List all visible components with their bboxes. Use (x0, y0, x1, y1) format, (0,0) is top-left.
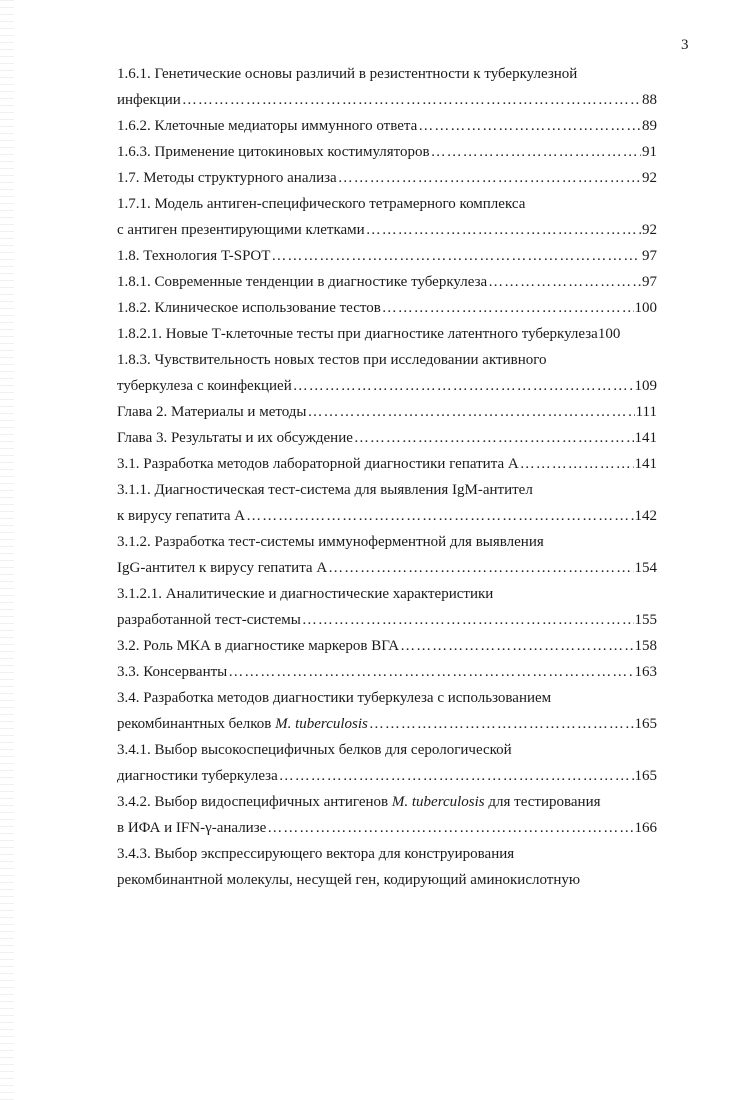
toc-entry-title: Глава 3. Результаты и их обсуждение (117, 430, 353, 446)
dot-leader (328, 555, 633, 581)
toc-entry (117, 763, 657, 789)
toc-entry (117, 113, 657, 139)
dot-leader (418, 113, 641, 139)
toc-entry-title: 1.8.3. Чувствительность новых тестов при исследовании активного (117, 352, 547, 368)
toc-entry (117, 347, 677, 373)
toc-entry (117, 711, 657, 737)
toc-entry-title: в ИФА и IFN-γ-анализе (117, 820, 267, 836)
dot-leader (267, 815, 633, 841)
toc-entry-title-species: M. tuberculosis (275, 716, 368, 732)
dot-leader (354, 425, 634, 451)
toc-page-number: 88 (642, 92, 657, 108)
dot-leader (246, 503, 633, 529)
toc-entry (117, 867, 677, 893)
toc-entry (117, 529, 677, 555)
toc-entry (117, 217, 657, 243)
dot-leader (182, 87, 641, 113)
toc-page-number: 91 (642, 144, 657, 160)
toc-entry (117, 581, 677, 607)
toc-entry-title: к вирусу гепатита А (117, 508, 246, 524)
scan-edge-noise (0, 0, 14, 1100)
toc-page-number: 158 (634, 638, 657, 654)
toc-entry (117, 61, 677, 87)
toc-entry (117, 659, 657, 685)
toc-entry-title: туберкулеза с коинфекцией (117, 378, 292, 394)
toc-page-number: 141 (634, 456, 657, 472)
toc-entry-title: IgG-антител к вирусу гепатита А (117, 560, 328, 576)
dot-leader (279, 763, 634, 789)
dot-leader (302, 607, 634, 633)
toc-entry (117, 373, 657, 399)
toc-entry-title: 1.8.2.1. Новые Т-клеточные тесты при диагностике латентного туберкулеза (117, 326, 598, 342)
toc-entry (117, 503, 657, 529)
toc-entry-title: 3.4.1. Выбор высокоспецифичных белков для серологической (117, 742, 512, 758)
toc-entry-title (117, 711, 368, 737)
toc-entry (117, 321, 657, 347)
toc-entry-title: 3.1.2. Разработка тест-системы иммуноферментной для выявления (117, 534, 544, 550)
dot-leader (520, 451, 634, 477)
toc-entry (117, 295, 657, 321)
toc-entry-title: 1.7. Методы структурного анализа (117, 170, 337, 186)
dot-leader (271, 243, 641, 269)
toc-entry (117, 243, 657, 269)
toc-page-number: 92 (642, 170, 657, 186)
toc-entry-title: 1.7.1. Модель антиген-специфического тетрамерного комплекса (117, 196, 526, 212)
toc-entry-title: Глава 2. Материалы и методы (117, 404, 307, 420)
toc-entry (117, 269, 657, 295)
toc-entry (117, 399, 657, 425)
toc-entry-title: 1.8. Технология T-SPOT (117, 248, 271, 264)
toc-entry (117, 633, 657, 659)
toc-entry-title: 1.6.3. Применение цитокиновых костимуляторов (117, 144, 430, 160)
toc-page-number: 165 (634, 768, 657, 784)
toc-entry (117, 87, 657, 113)
dot-leader (382, 295, 634, 321)
toc-entry-title: 3.1.2.1. Аналитические и диагностические характеристики (117, 586, 494, 602)
toc-entry (117, 165, 657, 191)
dot-leader (488, 269, 641, 295)
toc-entry (117, 815, 657, 841)
toc-page-number: 155 (634, 612, 657, 628)
toc-entry (117, 789, 677, 815)
toc-entry-title: 3.1.1. Диагностическая тест-система для выявления IgM-антител (117, 482, 533, 498)
toc-page-number: 100 (634, 300, 657, 316)
toc-entry (117, 555, 657, 581)
toc-entry (117, 425, 657, 451)
toc-entry-title: 3.2. Роль МКА в диагностике маркеров ВГА (117, 638, 400, 654)
toc-page-number: 142 (634, 508, 657, 524)
toc-page-number: 92 (642, 222, 657, 238)
toc-entry-title-text: рекомбинантных белков (117, 716, 276, 732)
toc-page-number: 97 (642, 274, 657, 290)
toc-entry-title: диагностики туберкулеза (117, 768, 278, 784)
toc-entry (117, 841, 677, 867)
toc-entry-title: 3.1. Разработка методов лабораторной диагностики гепатита А (117, 456, 519, 472)
toc-entry (117, 685, 677, 711)
toc-entry-title: 1.6.1. Генетические основы различий в резистентности к туберкулезной (117, 66, 578, 82)
toc-entry-title-text: 3.4.2. Выбор видоспецифичных антигенов (117, 794, 392, 810)
toc-entry-title: 3.3. Консерванты (117, 664, 228, 680)
toc-page-number: 109 (634, 378, 657, 394)
toc-entry (117, 737, 677, 763)
toc-entry (117, 607, 657, 633)
toc-entry (117, 451, 657, 477)
toc-page-number: 97 (642, 248, 657, 264)
dot-leader (431, 139, 641, 165)
toc-entry (117, 139, 657, 165)
toc-entry-title: 1.8.1. Современные тенденции в диагностике туберкулеза (117, 274, 488, 290)
toc-entry-title-text: для тестирования (484, 794, 601, 810)
toc-entry-title: 3.4. Разработка методов диагностики туберкулеза с использованием (117, 690, 552, 706)
dot-leader (308, 399, 635, 425)
toc-page-number: 165 (634, 716, 657, 732)
toc-entry-title: инфекции (117, 92, 181, 108)
toc-page-number: 163 (634, 664, 657, 680)
toc-page-number: 100 (597, 326, 621, 342)
toc-entry-title (117, 794, 601, 810)
toc-page-number: 141 (634, 430, 657, 446)
toc-entry (117, 477, 677, 503)
dot-leader (338, 165, 641, 191)
toc-page-number: 111 (635, 404, 657, 420)
dot-leader (366, 217, 641, 243)
toc-entry (117, 191, 677, 217)
dot-leader (369, 711, 634, 737)
toc-page-number: 166 (634, 820, 657, 836)
toc-entry-title: с антиген презентирующими клетками (117, 222, 365, 238)
toc-entry-title: 3.4.3. Выбор экспрессирующего вектора для конструирования (117, 846, 515, 862)
toc-entry-title-species: M. tuberculosis (391, 794, 485, 810)
toc-page-number: 154 (634, 560, 657, 576)
toc-page-number: 89 (642, 118, 657, 134)
toc-entry-title: рекомбинантной молекулы, несущей ген, кодирующий аминокислотную (117, 872, 581, 888)
dot-leader (293, 373, 634, 399)
toc-entry-title: разработанной тест-системы (117, 612, 301, 628)
dot-leader (228, 659, 633, 685)
toc-entry-title: 1.6.2. Клеточные медиаторы иммунного ответа (117, 118, 418, 134)
toc-entry-title: 1.8.2. Клиническое использование тестов (117, 300, 381, 316)
dot-leader (400, 633, 633, 659)
page-number: 3 (681, 37, 689, 53)
